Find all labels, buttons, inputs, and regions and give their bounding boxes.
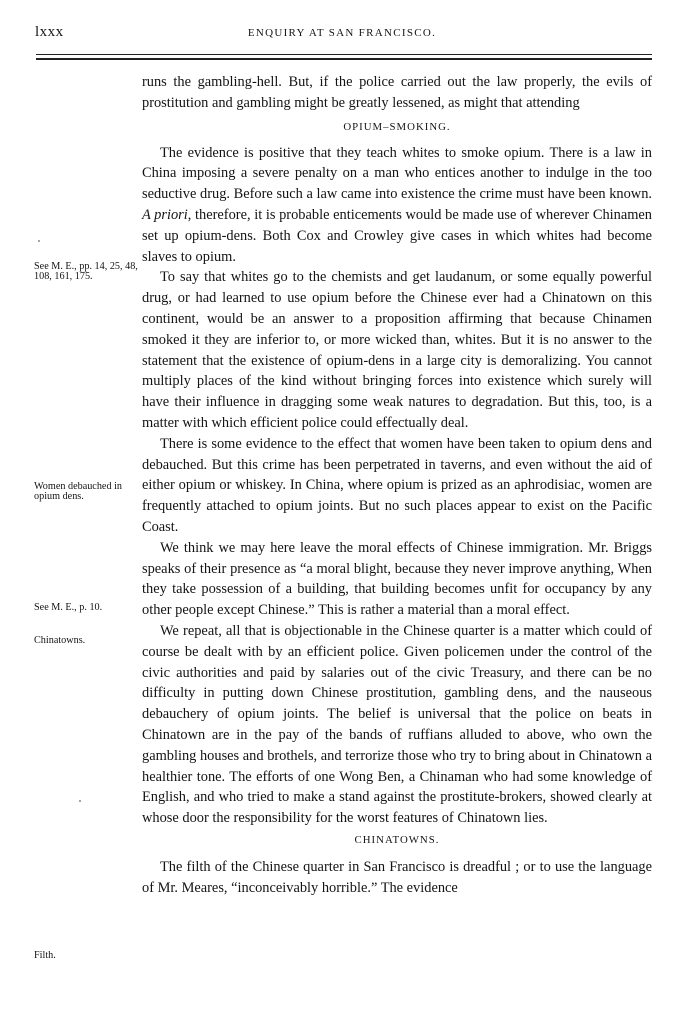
header-rule-thick [36, 58, 652, 60]
paragraph-gambling-police: runs the gambling-hell. But, if the police carried out the law properly, the evils of prostitution and gambling might be greatly lessened, as might that attending [142, 74, 652, 111]
paragraph-laudanum: To say that whites go to the chemists and get laudanum, or some equally powerful drug, or had learned to use opium before the Chinese ever had a Chinatown on this continent, would be an answer to a proposition affirming that because Chinamen smoked it they are inferior to, or more wicked than, whites. But it is no answer to the statement that the existence of opium-dens in a large city is demoralizing. You cannot multiply places of the kind without bringing forces into existence which surely will have their influence in dragging some weak natures to degradation. But this, too, is a matter with which efficient police could effectually deal. [142, 269, 652, 431]
page-number: lxxx [35, 24, 64, 40]
paragraph-filth: The filth of the Chinese quarter in San Francisco is dreadful ; or to use the language of Mr. Meares, “inconceivably horrible.” The evidence [142, 858, 652, 896]
paragraph-women-opium-dens: There is some evidence to the effect that women have been taken to opium dens and debauched. But this crime has been perpetrated in taverns, and even without the aid of either opium or whiskey. In China, where opium is prized as an aphrodisiac, women are frequently attached to opium joints. But no such places appear to exist on the Pacific Coast. [142, 435, 652, 535]
page-header [0, 24, 684, 46]
margin-dot [79, 800, 81, 802]
margin-dot [38, 240, 40, 242]
paragraph-opium-evidence-part1: The evidence is positive that they teach whites to smoke opium. There is a law in China imposing a severe penalty on a man who entices another to indulge in the too seductive drug. Before such a law came into existence the crime must have been known. [142, 144, 652, 203]
italic-a-priori: A priori [142, 206, 188, 223]
paragraph-police: We repeat, all that is objectionable in the Chinese quarter is a matter which could of course be dealt with by an efficient police. Given policemen under the control of the civic authorities and paid by salaries out of the civic Treasury, and there can be no difficulty in putting down Chinese prostitution, gambling dens, and the nauseous debauchery of opium joints. The belief is universal that the police on beats in Chinatown are in the pay of the bands of ruffians alluded to above, who own the gambling houses and brothels, and terrorize those who try to bring about in Chinatown a healthier tone. The efforts of one Wong Ben, a Chinaman who had some knowledge of English, and who tried to make a stand against the prostitute-brokers, showed clearly at whose door the responsibility for the worst features of Chinatown lies. [142, 622, 652, 827]
running-title: ENQUIRY AT SAN FRANCISCO. [247, 27, 437, 39]
header-rule-thin [36, 54, 652, 55]
margin-note-see-me-p10: See M. E., p. 10. [34, 602, 103, 613]
paragraph-opium-evidence [142, 143, 652, 268]
margin-note-see-me-pages: See M. E., pp. 14, 25, 48, 108, 161, 175. [34, 261, 138, 283]
section-heading-opium-smoking: OPIUM–SMOKING. [343, 120, 451, 133]
main-text [142, 72, 652, 898]
paragraph-moral-effects: We think we may here leave the moral effects of Chinese immigration. Mr. Briggs speaks of their presence as “a moral blight, because they never improve anything, When they take possession of a building, that building becomes unfit for occupancy by any other people except Chinese.” This is rather a material than a moral effect. [142, 539, 652, 619]
margin-note-women-debauched: Women debauched in opium dens. [34, 481, 123, 503]
margin-note-filth: Filth. [34, 950, 56, 961]
paragraph-opium-evidence-part2: , therefore, it is probable enticements would be made use of wherever Chinamen set up opium-dens. Both Cox and Crowley give cases in which whites had become slaves to opium. [142, 206, 652, 265]
section-heading-chinatowns: CHINATOWNS. [354, 833, 440, 846]
margin-note-chinatowns: Chinatowns. [34, 635, 86, 646]
